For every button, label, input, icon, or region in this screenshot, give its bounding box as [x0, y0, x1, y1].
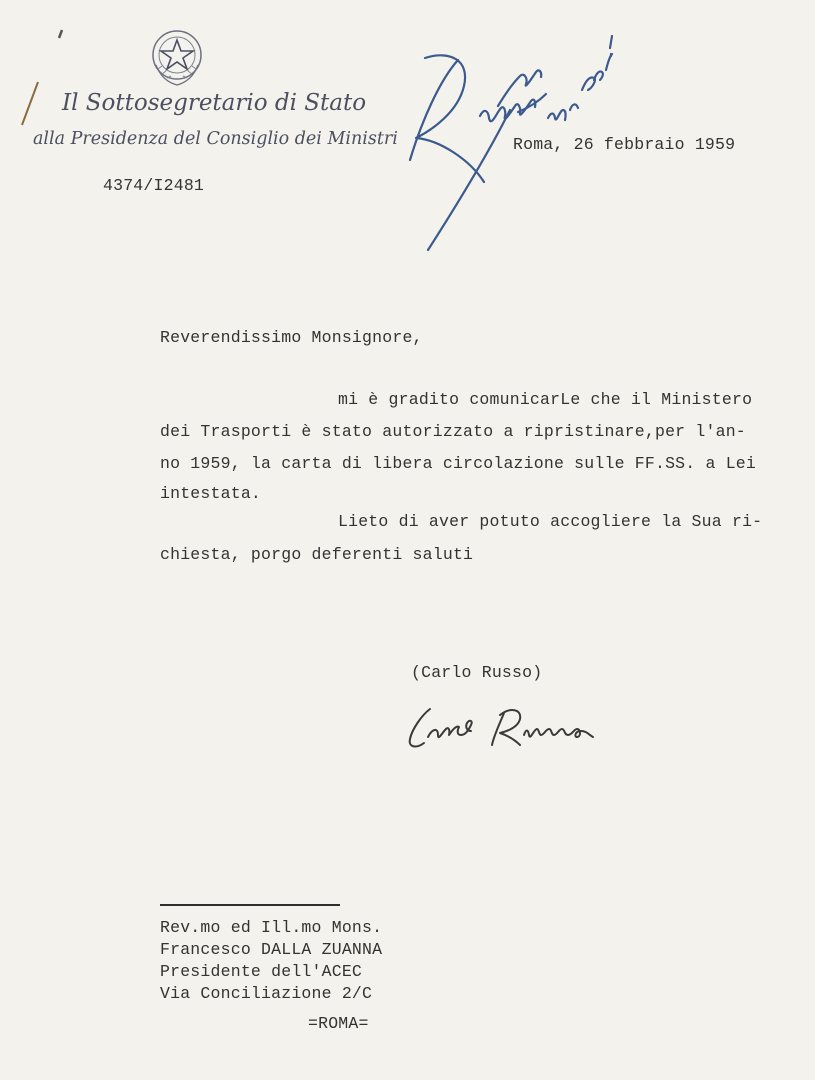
letterhead-subtitle: alla Presidenza del Consiglio dei Ministri [33, 129, 398, 149]
recipient-line: Francesco DALLA ZUANNA [160, 940, 383, 959]
body-line: chiesta, porgo deferenti saluti [160, 545, 474, 564]
letter-date: Roma, 26 febbraio 1959 [513, 135, 736, 154]
typed-signature: (Carlo Russo) [411, 663, 543, 682]
protocol-number: 4374/I2481 [103, 176, 205, 195]
body-line: intestata. [160, 484, 262, 503]
body-line: no 1959, la carta di libera circolazione sulle FF.SS. a Lei [160, 454, 756, 473]
recipient-line: Presidente dell'ACEC [160, 962, 363, 981]
separator-line [160, 904, 340, 906]
body-line: Lieto di aver potuto accogliere la Sua ri- [338, 512, 763, 531]
salutation: Reverendissimo Monsignore, [160, 328, 423, 347]
recipient-line: Via Conciliazione 2/C [160, 984, 373, 1003]
republic-emblem-star-icon [148, 25, 206, 89]
recipient-line: Rev.mo ed Ill.mo Mons. [160, 918, 383, 937]
body-line: dei Trasporti è stato autorizzato a ripristinare,per l'an- [160, 422, 746, 441]
margin-marks [0, 0, 80, 140]
handwritten-signature [400, 695, 620, 765]
body-line: mi è gradito comunicarLe che il Ministero [338, 390, 753, 409]
letterhead-title: Il Sottosegretario di Stato [62, 90, 367, 116]
recipient-city: =ROMA= [308, 1014, 369, 1033]
